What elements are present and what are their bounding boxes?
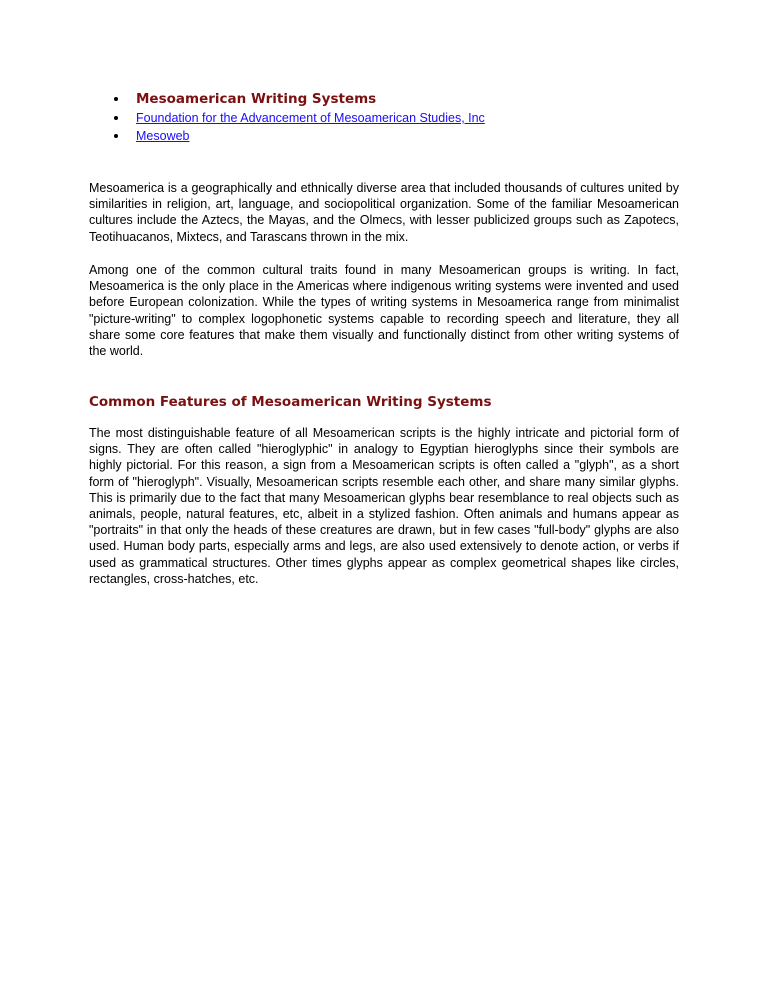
features-paragraph: The most distinguishable feature of all Mesoamerican scripts is the highly intricate and pictorial form of signs. They are often called "hieroglyphic" in analogy to Egyptian hieroglyphs since their symbols are highly pictorial. For this reason, a sign from a Mesoamerican scripts is often called a "glyph", as a short form of "hieroglyph". Visually, Mesoamerican scripts resemble each other, and share many similar glyphs. This is primarily due to the fact that many Mesoamerican glyphs bear resemblance to real objects such as animals, people, natural features, etc, albeit in a stylized fashion. Often animals and humans appear as "portraits" in that only the heads of these creatures are drawn, but in few cases "full-body" glyphs are also used. Human body parts, especially arms and legs, are also used extensively to denote action, or verbs if used as grammatical structures. Other times glyphs appear as complex geometrical shapes like circles, rectangles, cross-hatches, etc.: [89, 426, 679, 586]
intro-paragraph: Mesoamerica is a geographically and ethnically diverse area that included thousands of cultures united by similarities in religion, art, language, and sociopolitical organization. Some of the familiar Mesoamerican cultures include the Aztecs, the Mayas, and the Olmecs, with lesser publicized groups such as Zapotecs, Teotihuacanos, Mixtecs, and Tarascans thrown in the mix.: [89, 181, 679, 244]
toc-item-famsi: [89, 109, 679, 127]
bullet-icon: [114, 97, 118, 101]
table-of-contents: [89, 89, 679, 145]
toc-item-title: [89, 89, 679, 109]
bullet-icon: [114, 134, 118, 138]
famsi-link[interactable]: Foundation for the Advancement of Mesoamerican Studies, Inc: [136, 111, 485, 125]
writing-paragraph: Among one of the common cultural traits found in many Mesoamerican groups is writing. In fact, Mesoamerica is the only place in the Americas where indigenous writing systems were invented and used before European colonization. While the types of writing systems in Mesoamerica range from minimalist "picture-writing" to complex logophonetic systems capable to recording speech and literature, they all share some core features that make them visually and functionally distinct from other writing systems of the world.: [89, 263, 679, 359]
section-heading: Common Features of Mesoamerican Writing Systems: [89, 394, 492, 410]
bullet-icon: [114, 116, 118, 120]
toc-item-mesoweb: [89, 127, 679, 145]
mesoweb-link[interactable]: Mesoweb: [136, 129, 190, 143]
toc-title: Mesoamerican Writing Systems: [136, 91, 377, 107]
